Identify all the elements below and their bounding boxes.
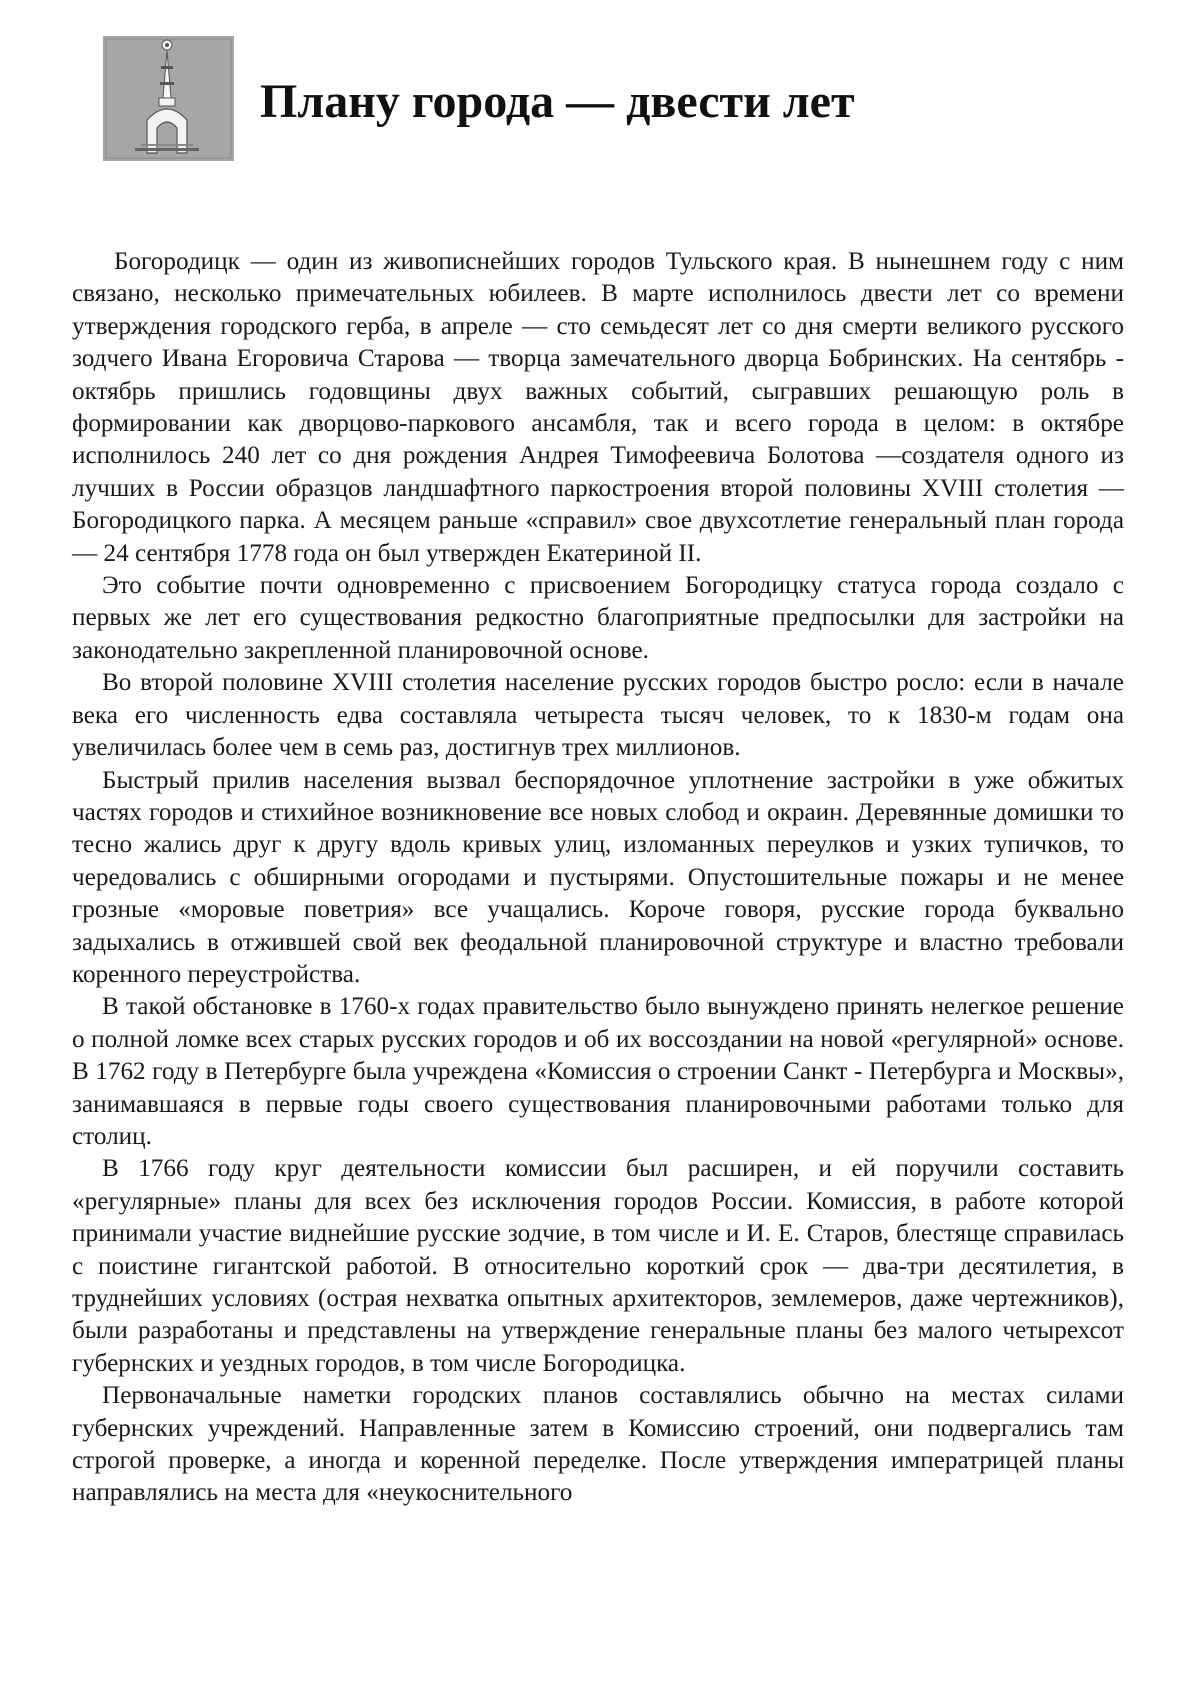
paragraph: В 1766 году круг деятельности комиссии был расширен, и ей поручили составить «регулярные» планы для всех без исключения городов России. Комиссия, в работе которой принимали участие виднейшие русские зодчие, в том числе и И. Е. Старов, блестяще справилась с поистине гигантской работой. В относительно короткий срок — два-три десятилетия, в труднейших условиях (острая нехватка опытных архитекторов, землемеров, даже чертежников), были разработаны и представлены на утверждение генеральные планы без малого четырехсот губернских и уездных городов, в том числе Богородицка. <box>72 1155 1124 1377</box>
paragraph: Первоначальные наметки городских планов составлялись обычно на местах силами губернских учреждений. Направленные затем в Комиссию строений, они подвергались там строгой проверке, а иногда и коренной переделке. После утверждения императрицей планы направлялись на места для «неукоснительного <box>72 1382 1124 1507</box>
city-emblem-tower-icon <box>103 36 234 161</box>
paragraph: Во второй половине XVIII столетия население русских городов быстро росло: если в начале века его численность едва составляла четыреста тысяч человек, то к 1830-м годам она увеличилась более чем в семь раз, достигнув трех миллионов. <box>72 669 1124 762</box>
page-title: Плану города — двести лет <box>260 75 855 128</box>
article-body <box>72 246 1124 1510</box>
paragraph: Это событие почти одновременно с присвоением Богородицку статуса города создало с первых же лет его существования редкостно благоприятные предпосылки для застройки на законодательно закрепленной планировочной основе. <box>72 572 1124 664</box>
paragraph: В такой обстановке в 1760-х годах правительство было вынуждено принять нелегкое решение о полной ломке всех старых русских городов и об их воссоздании на новой «регулярной» основе. В 1762 году в Петербурге была учреждена «Комиссия о строении Санкт - Петербурга и Москвы», занимавшаяся в первые годы своего существования планировочными работами только для столиц. <box>72 993 1124 1150</box>
paragraph: Быстрый прилив населения вызвал беспорядочное уплотнение застройки в уже обжитых частях городов и стихийное возникновение все новых слобод и окраин. Деревянные домишки то тесно жались друг к другу вдоль кривых улиц, изломанных переулков и узких тупичков, то чередовались с обширными огородами и пустырями. Опустошительные пожары и не менее грозные «моровые поветрия» все учащались. Короче говоря, русские города буквально задыхались в отжившей свой век феодальной планировочной структуре и властно требовали коренного переустройства. <box>72 766 1124 988</box>
paragraph: Богородицк — один из живописнейших городов Тульского края. В нынешнем году с ним связано, несколько примечательных юбилеев. В марте исполнилось двести лет со времени утверждения городского герба, в апреле — сто семьдесят лет со дня смерти великого русского зодчего Ивана Егоровича Старова — творца замечательного дворца Бобринских. На сентябрь - октябрь пришлись годовщины двух важных событий, сыгравших решающую роль в формировании как дворцово-паркового ансамбля, так и всего города в целом: в октябре исполнилось 240 лет со дня рождения Андрея Тимофеевича Болотова —создателя одного из лучших в России образцов ландшафтного паркостроения второй половины XVIII столетия — Богородицкого парка. А месяцем раньше «справил» свое двухсотлетие генеральный план города — 24 сентября 1778 года он был утвержден Екатериной II. <box>72 248 1124 567</box>
